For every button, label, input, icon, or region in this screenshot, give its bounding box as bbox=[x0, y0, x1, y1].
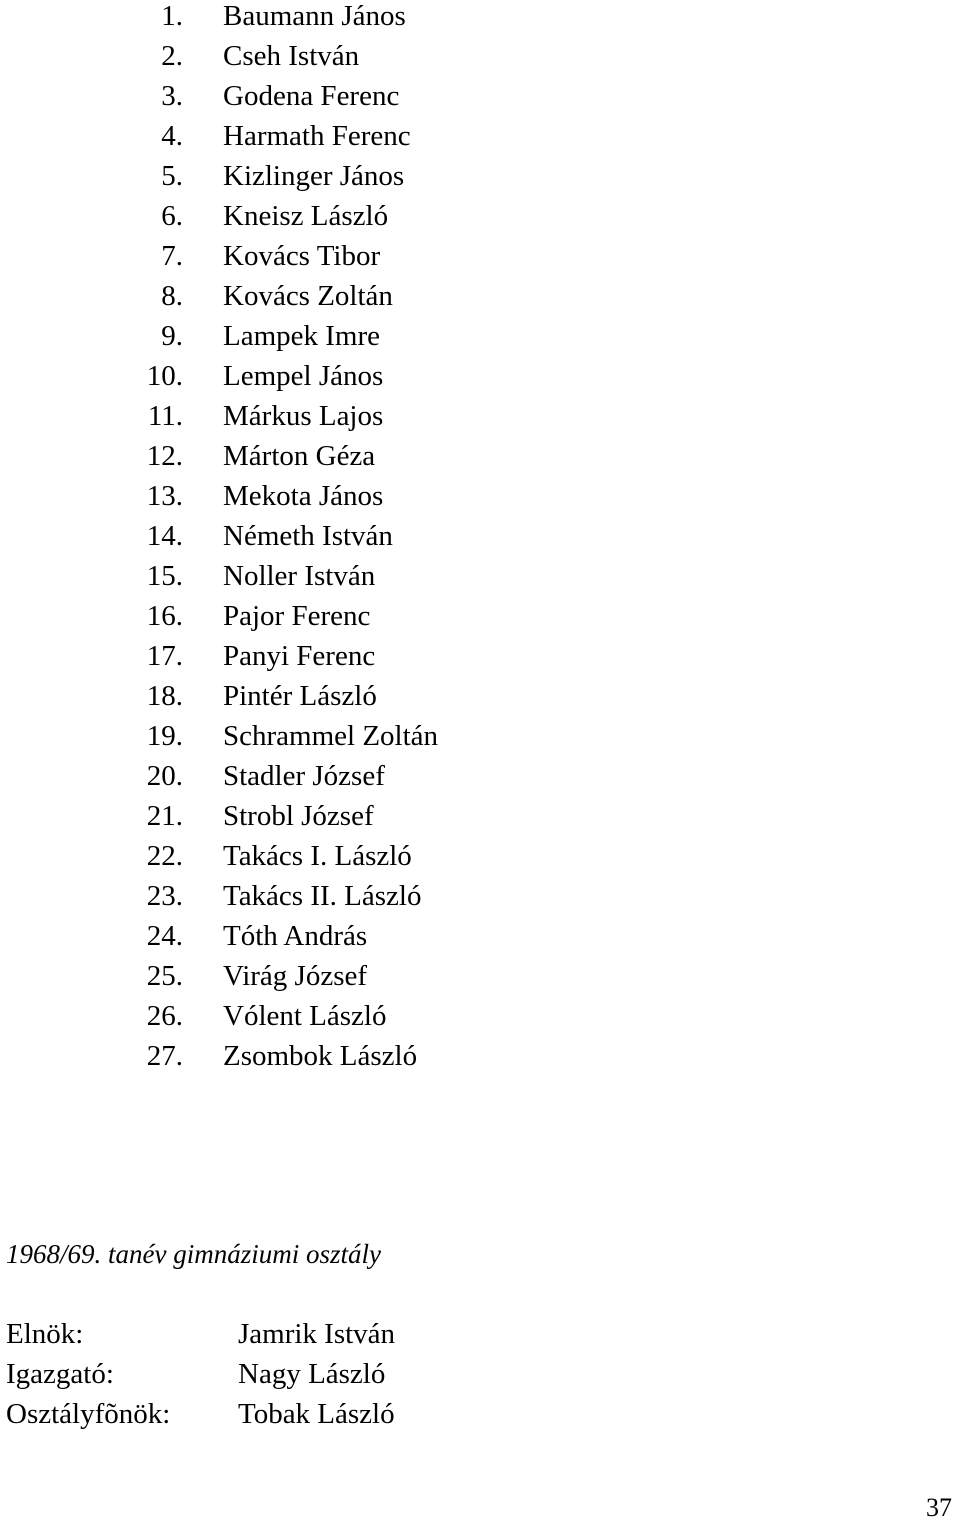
list-item-number: 19. bbox=[146, 720, 183, 752]
official-role: Elnök: bbox=[6, 1318, 84, 1350]
list-item bbox=[0, 836, 960, 876]
list-item-name: Noller István bbox=[223, 560, 376, 592]
list-item bbox=[0, 476, 960, 516]
list-item bbox=[0, 756, 960, 796]
official-row bbox=[0, 1394, 960, 1434]
list-item-number: 7. bbox=[161, 240, 183, 272]
official-name: Tobak László bbox=[238, 1398, 395, 1430]
list-item bbox=[0, 36, 960, 76]
list-item bbox=[0, 156, 960, 196]
official-row bbox=[0, 1354, 960, 1394]
list-item-name: Márton Géza bbox=[223, 440, 376, 472]
list-item-number: 10. bbox=[146, 360, 183, 392]
list-item-number: 26. bbox=[146, 1000, 183, 1032]
list-item-name: Strobl József bbox=[223, 800, 374, 832]
list-item-name: Virág József bbox=[223, 960, 368, 992]
list-item bbox=[0, 1036, 960, 1076]
list-item-number: 11. bbox=[147, 400, 183, 432]
list-item-number: 2. bbox=[161, 40, 183, 72]
list-item-name: Németh István bbox=[223, 520, 393, 552]
list-item-number: 21. bbox=[146, 800, 183, 832]
list-item bbox=[0, 236, 960, 276]
page-number: 37 bbox=[926, 1493, 952, 1522]
list-item-number: 4. bbox=[161, 120, 183, 152]
list-item-number: 15. bbox=[146, 560, 183, 592]
list-item-name: Cseh István bbox=[223, 40, 360, 72]
list-item bbox=[0, 316, 960, 356]
list-item-number: 12. bbox=[146, 440, 183, 472]
official-role: Igazgató: bbox=[6, 1358, 114, 1390]
list-item bbox=[0, 196, 960, 236]
list-item-number: 3. bbox=[161, 80, 183, 112]
list-item-name: Tóth András bbox=[223, 920, 368, 952]
list-item bbox=[0, 516, 960, 556]
section-title: 1968/69. tanév gimnáziumi osztály bbox=[6, 1239, 381, 1269]
list-item-number: 25. bbox=[146, 960, 183, 992]
list-item-name: Pajor Ferenc bbox=[223, 600, 371, 632]
list-item-number: 20. bbox=[146, 760, 183, 792]
list-item-number: 18. bbox=[146, 680, 183, 712]
list-item-number: 13. bbox=[146, 480, 183, 512]
list-item-name: Vólent László bbox=[223, 1000, 387, 1032]
list-item-number: 14. bbox=[146, 520, 183, 552]
list-item-number: 22. bbox=[146, 840, 183, 872]
list-item-number: 27. bbox=[146, 1040, 183, 1072]
list-item bbox=[0, 716, 960, 756]
list-item-name: Pintér László bbox=[223, 680, 377, 712]
list-item bbox=[0, 276, 960, 316]
list-item-name: Lempel János bbox=[223, 360, 384, 392]
list-item bbox=[0, 76, 960, 116]
list-item bbox=[0, 676, 960, 716]
list-item-name: Godena Ferenc bbox=[223, 80, 400, 112]
list-item-number: 6. bbox=[161, 200, 183, 232]
list-item-number: 16. bbox=[146, 600, 183, 632]
list-item-name: Takács I. László bbox=[223, 840, 412, 872]
official-name: Nagy László bbox=[238, 1358, 386, 1390]
list-item-name: Kovács Tibor bbox=[223, 240, 381, 272]
list-item bbox=[0, 116, 960, 156]
list-item-name: Kovács Zoltán bbox=[223, 280, 393, 312]
list-item-number: 17. bbox=[146, 640, 183, 672]
official-row bbox=[0, 1314, 960, 1354]
list-item-number: 5. bbox=[161, 160, 183, 192]
list-item bbox=[0, 436, 960, 476]
list-item bbox=[0, 0, 960, 36]
list-item bbox=[0, 916, 960, 956]
list-item-name: Schrammel Zoltán bbox=[223, 720, 439, 752]
list-item-name: Baumann János bbox=[223, 0, 406, 32]
list-item-number: 1. bbox=[161, 0, 183, 32]
list-item bbox=[0, 996, 960, 1036]
list-item bbox=[0, 876, 960, 916]
list-item-name: Márkus Lajos bbox=[223, 400, 384, 432]
list-item-number: 9. bbox=[161, 320, 183, 352]
list-item bbox=[0, 596, 960, 636]
officials-list bbox=[0, 1314, 960, 1434]
list-item-name: Kneisz László bbox=[223, 200, 389, 232]
list-item-number: 23. bbox=[146, 880, 183, 912]
official-name: Jamrik István bbox=[238, 1318, 396, 1350]
list-item-name: Zsombok László bbox=[223, 1040, 418, 1072]
list-item bbox=[0, 556, 960, 596]
list-item-name: Kizlinger János bbox=[223, 160, 405, 192]
list-item-name: Mekota János bbox=[223, 480, 384, 512]
list-item bbox=[0, 796, 960, 836]
list-item bbox=[0, 356, 960, 396]
list-item bbox=[0, 396, 960, 436]
list-item-name: Harmath Ferenc bbox=[223, 120, 411, 152]
list-item-name: Stadler József bbox=[223, 760, 385, 792]
list-item-number: 24. bbox=[146, 920, 183, 952]
list-item-name: Takács II. László bbox=[223, 880, 422, 912]
list-item bbox=[0, 956, 960, 996]
official-role: Osztályfõnök: bbox=[6, 1398, 171, 1430]
list-item-name: Panyi Ferenc bbox=[223, 640, 376, 672]
list-item-name: Lampek Imre bbox=[223, 320, 381, 352]
list-item-number: 8. bbox=[161, 280, 183, 312]
list-item bbox=[0, 636, 960, 676]
